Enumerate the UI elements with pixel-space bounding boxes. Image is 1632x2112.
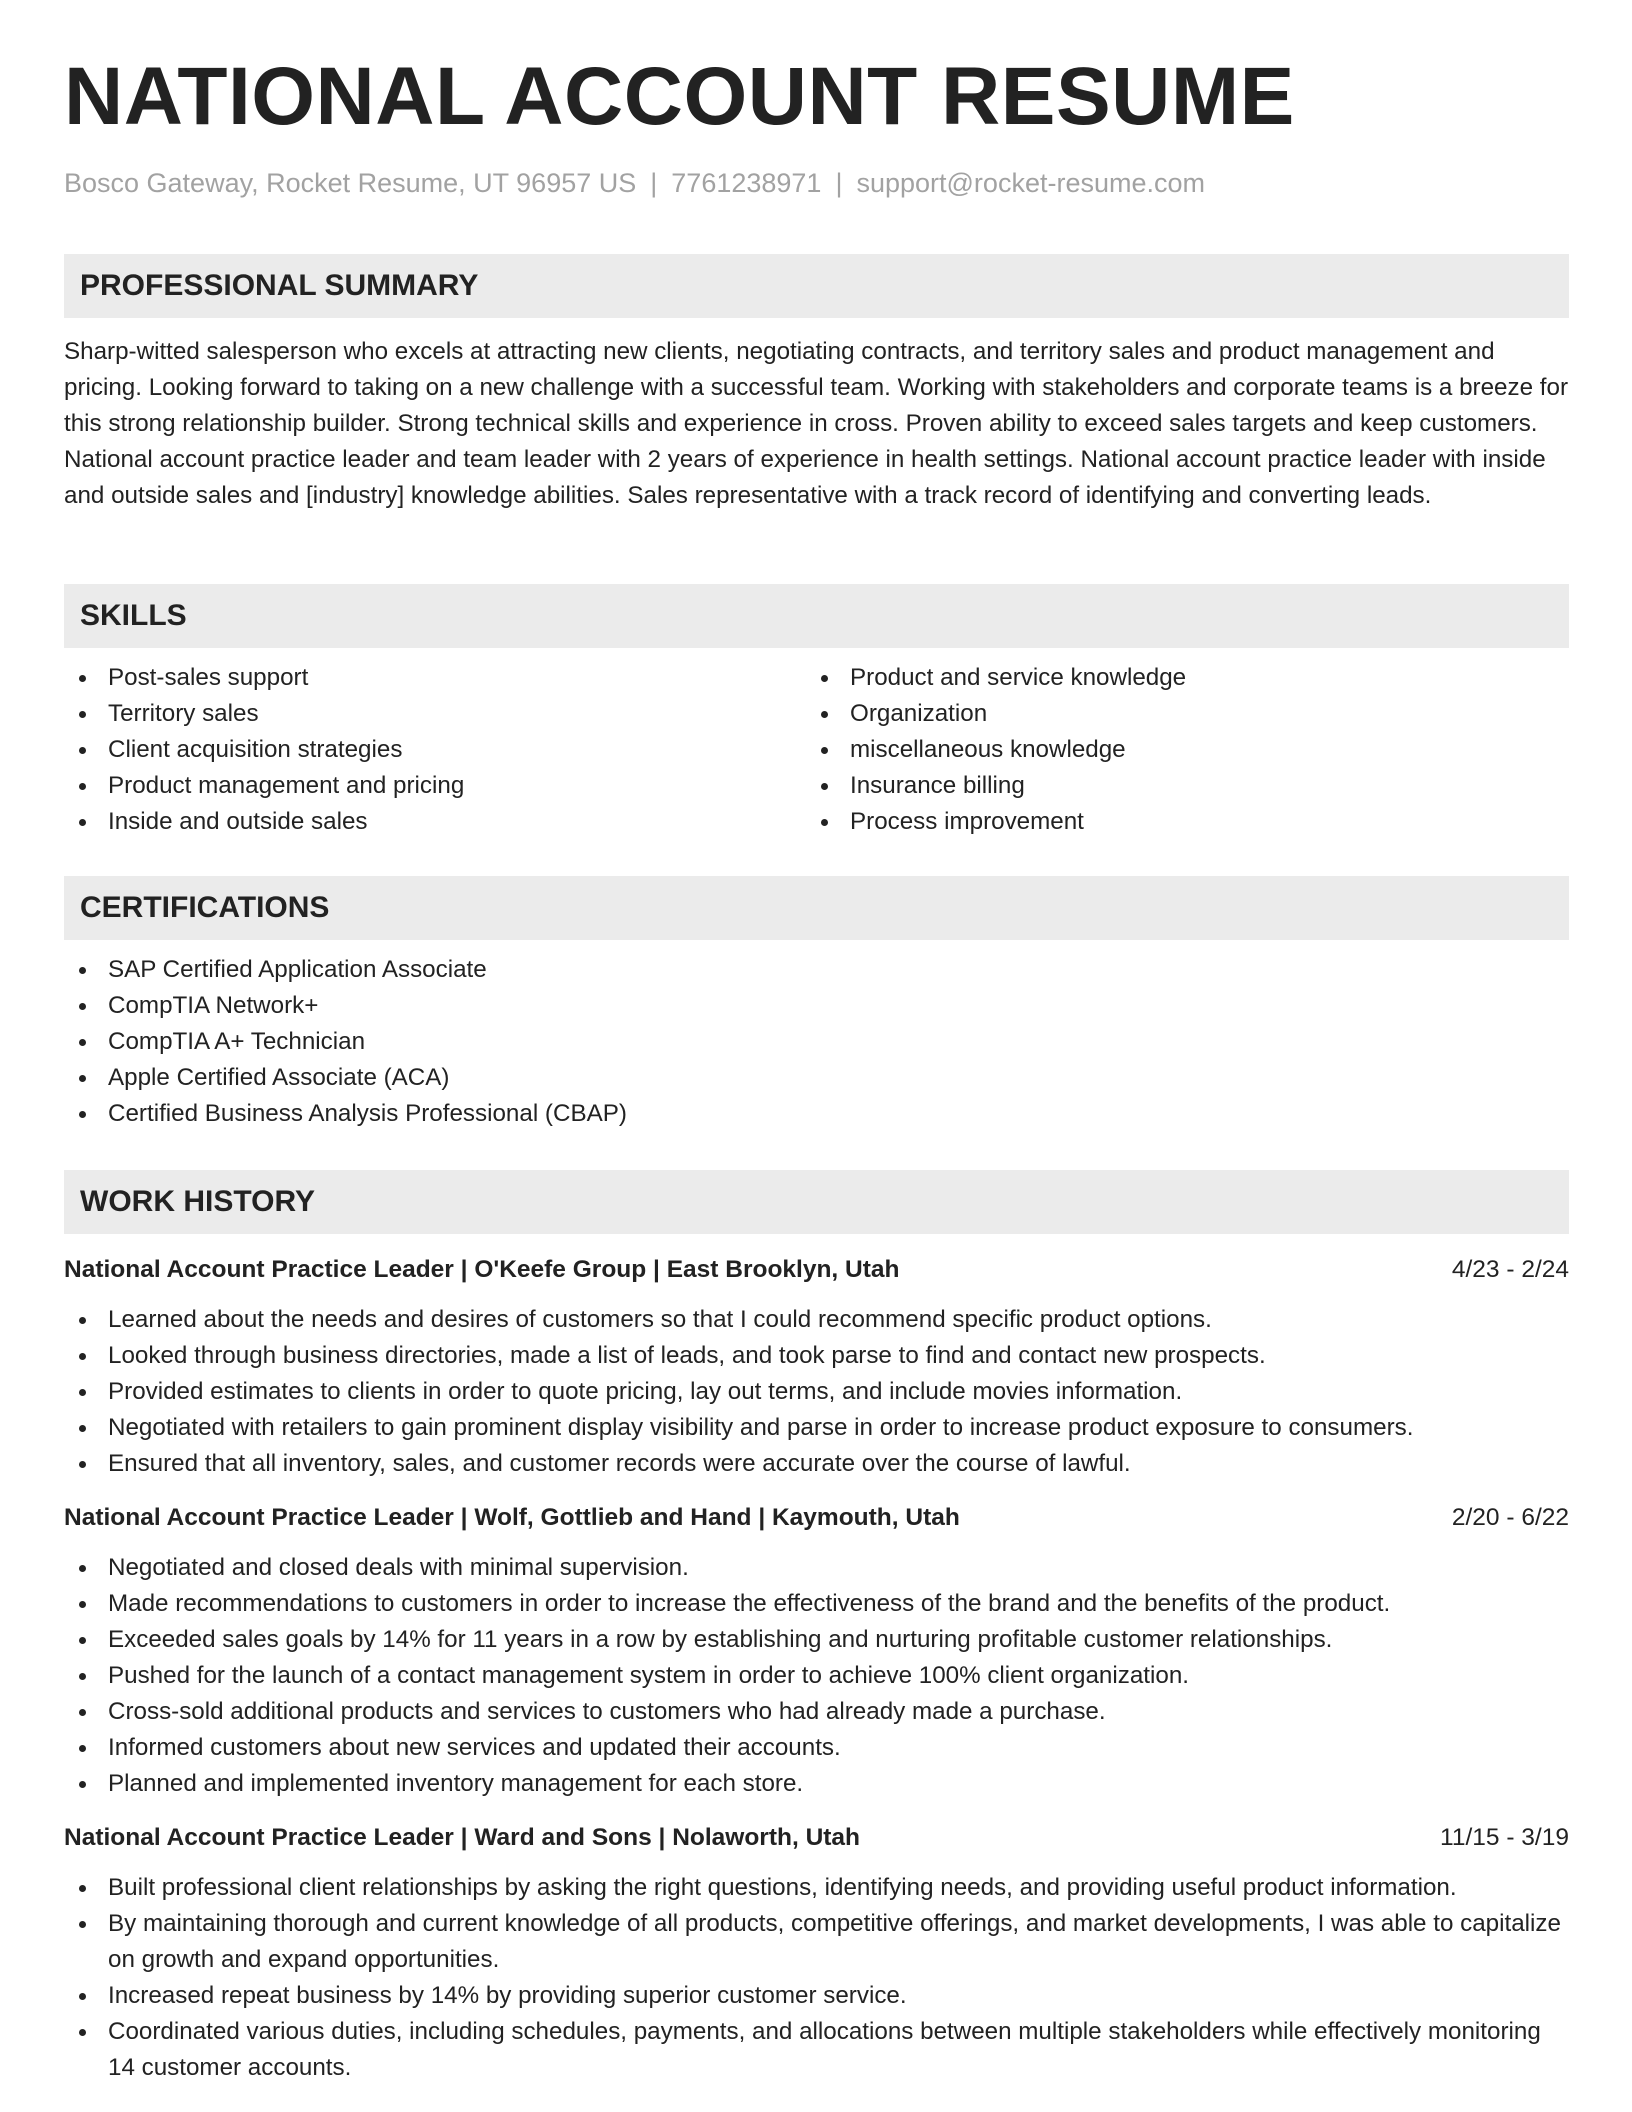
certifications-list [64, 952, 1569, 1132]
contact-separator: | [650, 168, 658, 198]
job-bullet: Pushed for the launch of a contact management system in order to achieve 100% client organization. [64, 1658, 1569, 1694]
contact-line [64, 168, 1205, 199]
certification-item: CompTIA Network+ [64, 988, 1569, 1024]
skill-item: Product management and pricing [64, 768, 806, 804]
job-bullet: Informed customers about new services and updated their accounts. [64, 1730, 1569, 1766]
summary-heading: PROFESSIONAL SUMMARY [80, 269, 479, 302]
certification-item: Apple Certified Associate (ACA) [64, 1060, 1569, 1096]
work-history-section [64, 1170, 1569, 2086]
job-entry [64, 1252, 1569, 1482]
job-bullet: By maintaining thorough and current knowledge of all products, competitive offerings, and market developments, I was able to capitalize on growth and expand opportunities. [64, 1906, 1569, 1978]
job-bullet: Cross-sold additional products and services to customers who had already made a purchase. [64, 1694, 1569, 1730]
job-bullets [64, 1550, 1569, 1802]
job-bullet: Negotiated with retailers to gain prominent display visibility and parse in order to increase product exposure to consumers. [64, 1410, 1569, 1446]
certifications-header [64, 876, 1569, 940]
job-header [64, 1252, 1569, 1288]
skill-item: Inside and outside sales [64, 804, 806, 840]
work-history-header [64, 1170, 1569, 1234]
skill-item: miscellaneous knowledge [806, 732, 1548, 768]
skill-item: Territory sales [64, 696, 806, 732]
job-bullet: Provided estimates to clients in order to quote pricing, lay out terms, and include movies information. [64, 1374, 1569, 1410]
job-bullet: Built professional client relationships by asking the right questions, identifying needs, and providing useful product information. [64, 1870, 1569, 1906]
job-bullet: Coordinated various duties, including schedules, payments, and allocations between multiple stakeholders while effectively monitoring 14 customer accounts. [64, 2014, 1569, 2086]
certifications-section [64, 876, 1569, 1132]
job-header [64, 1500, 1569, 1536]
job-bullets [64, 1302, 1569, 1482]
job-dates: 2/20 - 6/22 [1451, 1504, 1569, 1531]
job-bullet: Exceeded sales goals by 14% for 11 years in a row by establishing and nurturing profitable customer relationships. [64, 1622, 1569, 1658]
job-bullet: Negotiated and closed deals with minimal supervision. [64, 1550, 1569, 1586]
certifications-heading: CERTIFICATIONS [80, 891, 330, 924]
certification-item: Certified Business Analysis Professional (CBAP) [64, 1096, 1569, 1132]
skill-item: Product and service knowledge [806, 660, 1548, 696]
contact-phone: 7761238971 [671, 168, 822, 198]
job-bullet: Planned and implemented inventory management for each store. [64, 1766, 1569, 1802]
contact-separator: | [835, 168, 843, 198]
certification-item: SAP Certified Application Associate [64, 952, 1569, 988]
skills-list-left [64, 660, 806, 840]
skills-section [64, 584, 1569, 840]
summary-header [64, 254, 1569, 318]
job-bullets [64, 1870, 1569, 2086]
job-dates: 4/23 - 2/24 [1451, 1256, 1569, 1283]
summary-section [64, 254, 1569, 514]
resume-title: NATIONAL ACCOUNT RESUME [64, 51, 1295, 142]
skill-item: Organization [806, 696, 1548, 732]
job-bullet: Looked through business directories, made a list of leads, and took parse to find and contact new prospects. [64, 1338, 1569, 1374]
summary-text: Sharp-witted salesperson who excels at attracting new clients, negotiating contracts, and territory sales and product management and pricing. Looking forward to taking on a new challenge with a successful team. Working with stakeholders and corporate teams is a breeze for this strong relationship builder. Strong technical skills and experience in cross. Proven ability to exceed sales targets and keep customers. National account practice leader and team leader with 2 years of experience in health settings. National account practice leader with inside and outside sales and [industry] knowledge abilities. Sales representative with a track record of identifying and converting leads. [64, 338, 1568, 509]
skills-heading: SKILLS [80, 599, 187, 632]
contact-address: Bosco Gateway, Rocket Resume, UT 96957 US [64, 168, 637, 198]
skill-item: Post-sales support [64, 660, 806, 696]
job-title: National Account Practice Leader | O'Keefe Group | East Brooklyn, Utah [64, 1256, 900, 1283]
job-title: National Account Practice Leader | Wolf, Gottlieb and Hand | Kaymouth, Utah [64, 1504, 960, 1531]
job-bullet: Made recommendations to customers in order to increase the effectiveness of the brand and the benefits of the product. [64, 1586, 1569, 1622]
job-entry [64, 1500, 1569, 1802]
skill-item: Client acquisition strategies [64, 732, 806, 768]
skill-item: Process improvement [806, 804, 1548, 840]
contact-email: support@rocket-resume.com [856, 168, 1205, 198]
job-title: National Account Practice Leader | Ward and Sons | Nolaworth, Utah [64, 1824, 861, 1851]
skills-header [64, 584, 1569, 648]
job-bullet: Learned about the needs and desires of customers so that I could recommend specific product options. [64, 1302, 1569, 1338]
work-history-heading: WORK HISTORY [80, 1185, 316, 1218]
job-dates: 11/15 - 3/19 [1440, 1824, 1569, 1851]
skills-list-right [806, 660, 1548, 840]
job-bullet: Ensured that all inventory, sales, and customer records were accurate over the course of lawful. [64, 1446, 1569, 1482]
job-bullet: Increased repeat business by 14% by providing superior customer service. [64, 1978, 1569, 2014]
job-header [64, 1820, 1569, 1856]
job-entry [64, 1820, 1569, 2086]
certification-item: CompTIA A+ Technician [64, 1024, 1569, 1060]
skills-columns [64, 648, 1569, 840]
skill-item: Insurance billing [806, 768, 1548, 804]
